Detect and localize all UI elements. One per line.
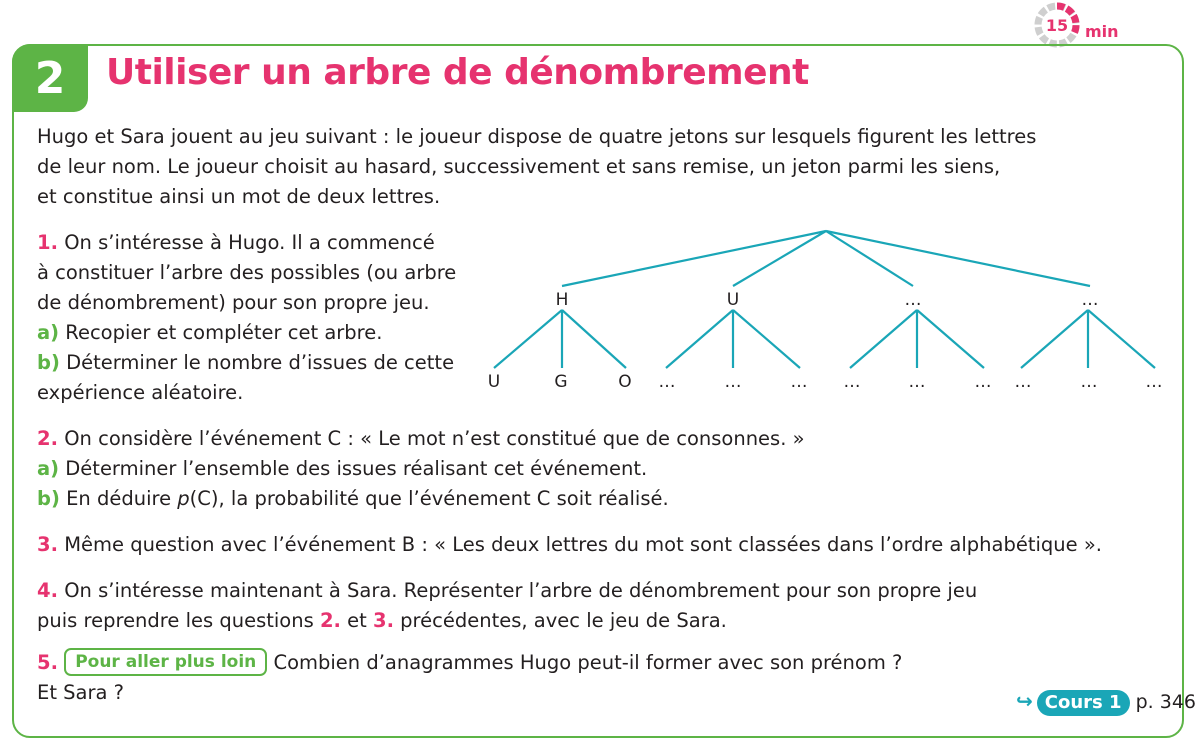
intro-line-2: de leur nom. Le joueur choisit au hasard, successivement et sans remise, un jeton parmi les siens, [37, 155, 1001, 178]
q2b-p: p [177, 487, 190, 510]
cours-link[interactable]: Cours 1 [1037, 690, 1130, 716]
q1a-label: a) [37, 321, 60, 344]
q1a-text: Recopier et compléter cet arbre. [65, 321, 383, 344]
q1-line-3: de dénombrement) pour son propre jeu. [37, 291, 430, 314]
tree-node-level1: H [555, 290, 569, 310]
q1-number: 1. [37, 231, 58, 254]
q4-ref-2: 2. [319, 609, 341, 632]
q1-line-2: à constituer l’arbre des possibles (ou arbre [37, 261, 457, 284]
q4-number: 4. [37, 579, 58, 602]
cours-reference[interactable] [1016, 686, 1196, 717]
q2a-label: a) [37, 457, 60, 480]
q4-text-1: On s’intéresse maintenant à Sara. Représenter l’arbre de dénombrement pour son propre jeu [64, 579, 978, 602]
q2-text: On considère l’événement C : « Le mot n’est constitué que de consonnes. » [64, 427, 805, 450]
tree-edge [1088, 310, 1155, 368]
tree-node-level2: … [790, 372, 808, 392]
tree-node-level2: … [843, 372, 861, 392]
q3-line [37, 530, 1102, 560]
tree-node-level2: … [974, 372, 992, 392]
exercise-title: Utiliser un arbre de dénombrement [106, 52, 809, 93]
q4-text-2-pre: puis reprendre les questions [37, 609, 320, 632]
return-arrow-icon: ↪ [1016, 689, 1033, 713]
tree-node-level2: U [487, 372, 501, 392]
tree-node-level2: … [1080, 372, 1098, 392]
q2a-text: Déterminer l’ensemble des issues réalisant cet événement. [65, 457, 648, 480]
intro-line-1: Hugo et Sara jouent au jeu suivant : le joueur dispose de quatre jetons sur lesquels figurent les lettres [37, 125, 1037, 148]
tree-edge [826, 231, 1090, 286]
q5-text-1: Combien d’anagrammes Hugo peut-il former avec son prénom ? [273, 651, 903, 674]
tree-node-level2: … [724, 372, 742, 392]
tree-node-level2: … [658, 372, 676, 392]
tree-edge [666, 310, 733, 368]
q3-number: 3. [37, 533, 58, 556]
timer-value: 15 [1045, 16, 1069, 35]
q5-line-1 [37, 648, 902, 678]
tree-edge [494, 310, 562, 368]
tree-edge [850, 310, 917, 368]
tree-node-level2: G [554, 372, 568, 392]
exercise-number: 2 [12, 44, 88, 112]
tree-edge [562, 310, 626, 368]
q1b-label: b) [37, 351, 60, 374]
q4-ref-3: 3. [373, 609, 394, 632]
pour-aller-plus-loin-badge: Pour aller plus loin [64, 648, 267, 676]
q2b-text-post: (C), la probabilité que l’événement C soit réalisé. [189, 487, 669, 510]
tree-edge [917, 310, 984, 368]
q2b-label: b) [37, 487, 60, 510]
tree-node-level2: … [1014, 372, 1032, 392]
tree-edge [733, 231, 826, 286]
tree-edge [1021, 310, 1088, 368]
q4-text-2-post: précédentes, avec le jeu de Sara. [393, 609, 727, 632]
tree-node-level1: U [726, 290, 740, 310]
tree-node-level2: … [1145, 372, 1163, 392]
q2b-text-pre: En déduire [66, 487, 178, 510]
intro-line-3: et constitue ainsi un mot de deux lettres. [37, 185, 441, 208]
q1b-text: Déterminer le nombre d’issues de cette [66, 351, 455, 374]
timer-unit: min [1085, 22, 1119, 41]
cours-page: p. 346 [1135, 691, 1196, 713]
q2-number: 2. [37, 427, 58, 450]
q4-text-2-mid: et [340, 609, 373, 632]
q5-line-2: Et Sara ? [37, 681, 125, 704]
q3-text: Même question avec l’événement B : « Les deux lettres du mot sont classées dans l’ordre alphabétique ». [64, 533, 1102, 556]
tree-node-level2: … [908, 372, 926, 392]
q5-number: 5. [37, 651, 58, 674]
tree-edge [562, 231, 826, 286]
tree-node-level2: O [618, 372, 632, 392]
q4-line-2 [37, 606, 727, 636]
tree-edge [733, 310, 800, 368]
q1b-line-2: expérience aléatoire. [37, 381, 244, 404]
q2b [37, 484, 669, 514]
q2-line [37, 424, 805, 454]
q4-line-1 [37, 576, 977, 606]
tree-node-level1: … [1081, 290, 1099, 310]
q1-text-1: On s’intéresse à Hugo. Il a commencé [64, 231, 435, 254]
tree-node-level1: … [904, 290, 922, 310]
q2a [37, 454, 647, 484]
